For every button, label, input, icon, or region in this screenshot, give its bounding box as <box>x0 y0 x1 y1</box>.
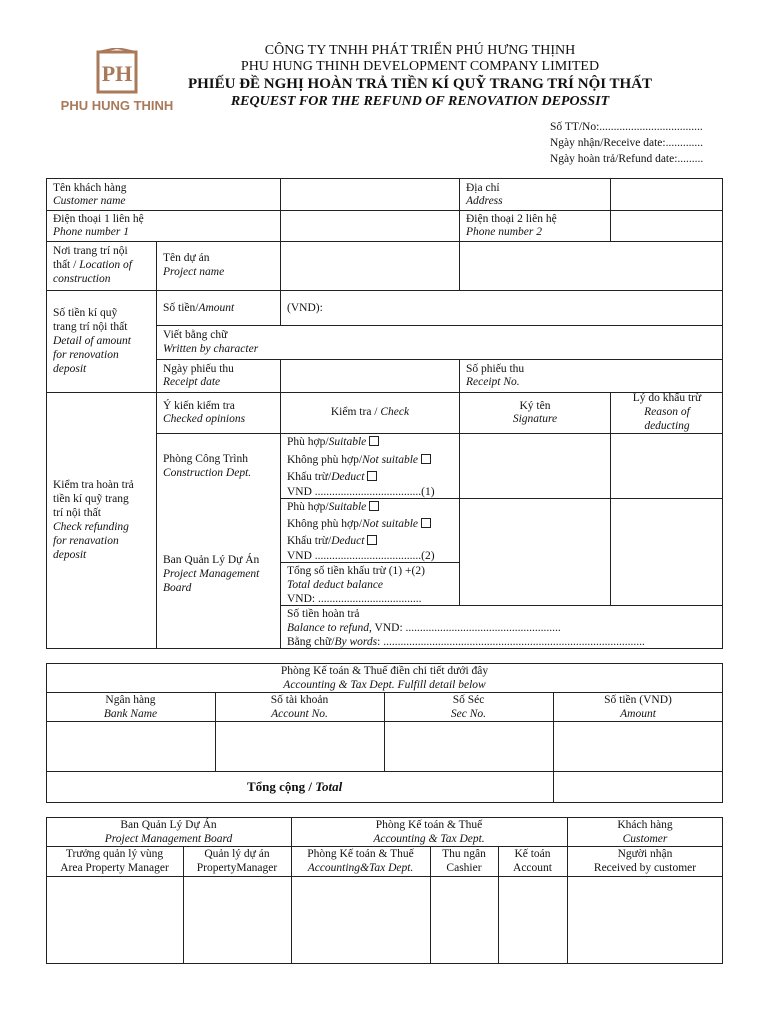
reason-header: Lý do khấu trừ <box>632 392 702 404</box>
phone1-label-en: Phone number 1 <box>53 226 130 238</box>
total-deduct-label: Tổng số tiền khấu trừ (1) +(2) <box>287 565 425 577</box>
refund-check-label-l3: trí nội thất <box>53 507 101 519</box>
customer-name-label: Tên khách hàng <box>53 182 127 194</box>
sig-area-manager: Trưởng quản lý vùng <box>65 848 164 860</box>
sig-customer-header-en: Customer <box>622 833 668 845</box>
sig-accounting-dept-field[interactable] <box>293 878 428 962</box>
amount-label: Số tiền/Amount <box>163 302 235 314</box>
sig-receiver: Người nhận <box>617 848 673 860</box>
sec-no-header: Số Séc <box>452 694 485 706</box>
checkbox-icon[interactable] <box>421 454 431 464</box>
address-label: Địa chỉ <box>466 182 500 194</box>
pmb-label-en2: Board <box>163 582 192 594</box>
sig-accounting-header-en: Accounting & Tax Dept. <box>373 833 485 845</box>
refund-by-words-field[interactable]: Bằng chữ/By words: ........................................................................................... <box>287 636 645 648</box>
reason-header-en: Reason of <box>644 406 690 418</box>
project-name-field[interactable] <box>282 243 457 288</box>
sig-cashier: Thu ngân <box>442 848 486 860</box>
phone1-label: Điện thoại 1 liên hệ <box>53 213 144 225</box>
sig-receiver-en: Received by customer <box>593 862 697 874</box>
location-label: Nơi trang trí nội <box>53 245 128 257</box>
receipt-no-label: Số phiếu thu <box>466 363 525 375</box>
sig-property-manager-en: PropertyManager <box>196 862 278 874</box>
company-logo <box>58 48 176 120</box>
checkbox-icon[interactable] <box>369 436 379 446</box>
form-title-en: REQUEST FOR THE REFUND OF RENOVATION DEPOSSIT <box>230 94 610 109</box>
phone2-label: Điện thoại 2 liên hệ <box>466 213 557 225</box>
total-label: Tổng cộng / Total <box>247 779 343 794</box>
phone1-field[interactable] <box>282 212 457 239</box>
bank-name-field[interactable] <box>48 723 213 769</box>
signature-header-en: Signature <box>512 413 558 425</box>
refund-check-label-l4: Check refunding <box>53 521 129 533</box>
signature-header: Ký tên <box>519 400 551 412</box>
receipt-date-label: Ngày phiếu thu <box>163 363 234 375</box>
pmb-deduct-option[interactable]: Khấu trừ/Deduct <box>287 534 377 548</box>
receipt-date-label-en: Receipt date <box>163 376 221 388</box>
construction-deduct-option[interactable]: Khấu trừ/Deduct <box>287 470 377 484</box>
accounting-header: Phòng Kế toán & Thuế điền chi tiết dưới đây <box>280 665 489 677</box>
company-name-en: PHU HUNG THINH DEVELOPMENT COMPANY LIMITED <box>240 59 600 74</box>
phone2-field[interactable] <box>612 212 721 239</box>
sig-receiver-field[interactable] <box>569 878 721 962</box>
bank-name-header-en: Bank Name <box>103 708 158 720</box>
checkbox-icon[interactable] <box>367 535 377 545</box>
deposit-label-l2: trang trí nội thất <box>53 321 128 333</box>
sec-no-header-en: Sec No. <box>450 708 487 720</box>
logo-brand-text: PHU HUNG THINH <box>60 98 174 113</box>
receipt-no-label-en: Receipt No. <box>466 376 520 388</box>
refund-check-label-l5: for renavation <box>53 535 119 547</box>
project-name-label: Tên dự án <box>163 252 210 264</box>
accounting-header-en: Accounting & Tax Dept. Fulfill detail below <box>283 679 486 691</box>
refund-check-label-l2: tiền kí quỹ trang <box>53 493 129 505</box>
sig-property-manager-field[interactable] <box>185 878 289 962</box>
refund-balance-label: Số tiền hoàn trả <box>287 608 360 620</box>
checkbox-icon[interactable] <box>369 501 379 511</box>
sig-pmb-header: Ban Quản Lý Dự Án <box>120 819 217 831</box>
deposit-label-l4: for renovation <box>53 349 119 361</box>
sig-accountant-en: Account <box>513 862 552 874</box>
project-name-label-en: Project name <box>163 266 225 278</box>
sig-area-manager-field[interactable] <box>48 878 181 962</box>
construction-suitable-option[interactable]: Phù hợp/Suitable <box>287 435 379 449</box>
amount-header-en: Amount <box>620 708 656 720</box>
logo-mark-text: PH <box>101 61 133 86</box>
checkbox-icon[interactable] <box>367 471 377 481</box>
sig-accountant: Kế toán <box>514 848 551 860</box>
sig-area-manager-en: Area Property Manager <box>60 862 169 874</box>
customer-name-label-en: Customer name <box>53 195 126 207</box>
amount-header: Số tiền (VND) <box>604 694 672 706</box>
phone2-label-en: Phone number 2 <box>466 226 543 238</box>
deposit-label-l5: deposit <box>53 363 87 375</box>
address-label-en: Address <box>466 195 503 207</box>
refund-check-label: Kiểm tra hoàn trả <box>53 479 134 491</box>
bank-name-header: Ngân hàng <box>105 694 156 706</box>
serial-no: Số TT/No:.................................... <box>550 121 703 133</box>
address-field[interactable] <box>612 180 721 208</box>
checkbox-icon[interactable] <box>421 518 431 528</box>
total-deduct-field[interactable]: VND: .................................... <box>287 593 422 605</box>
construction-vnd-field[interactable]: VND .....................................(1) <box>287 486 435 498</box>
location-label-l2: thất / Location of <box>53 259 132 271</box>
sig-cashier-field[interactable] <box>432 878 496 962</box>
written-label: Viết bằng chữ <box>163 329 228 341</box>
sig-cashier-en: Cashier <box>446 862 482 874</box>
construction-not-suitable-option[interactable]: Không phù hợp/Not suitable <box>287 453 431 467</box>
pmb-vnd-field[interactable]: VND .....................................(2) <box>287 550 435 562</box>
sig-accounting-dept: Phòng Kế toán & Thuế <box>307 848 414 860</box>
sig-accounting-header: Phòng Kế toán & Thuế <box>375 819 483 831</box>
form-title-vn: PHIẾU ĐỀ NGHỊ HOÀN TRẢ TIỀN KÍ QUỸ TRANG TRÍ NỘI THẤT <box>187 76 653 92</box>
company-name-vn: CÔNG TY TNHH PHÁT TRIỂN PHÚ HƯNG THỊNH <box>264 43 576 58</box>
account-no-field[interactable] <box>217 723 382 769</box>
deposit-label: Số tiền kí quỹ <box>53 307 118 319</box>
sig-accountant-field[interactable] <box>500 878 565 962</box>
sig-customer-header: Khách hàng <box>617 819 673 831</box>
amount-field[interactable] <box>555 723 721 769</box>
sig-property-manager: Quản lý dự án <box>204 848 270 860</box>
receipt-date-field[interactable] <box>282 361 457 390</box>
check-header: Kiểm tra / Check <box>330 406 410 418</box>
pmb-not-suitable-option[interactable]: Không phù hợp/Not suitable <box>287 517 431 531</box>
pmb-label: Ban Quản Lý Dự Án <box>163 554 260 566</box>
written-label-en: Written by character <box>163 343 259 355</box>
sec-no-field[interactable] <box>386 723 551 769</box>
construction-dept-label: Phòng Công Trình <box>163 453 249 465</box>
location-label-l3: construction <box>53 273 111 285</box>
total-deduct-label-en: Total deduct balance <box>287 579 384 591</box>
account-no-header-en: Account No. <box>271 708 328 720</box>
customer-name-field[interactable] <box>282 180 457 208</box>
receipt-no-field[interactable] <box>612 361 721 390</box>
construction-dept-label-en: Construction Dept. <box>163 467 252 479</box>
pmb-suitable-option[interactable]: Phù hợp/Suitable <box>287 500 379 514</box>
sig-pmb-header-en: Project Management Board <box>104 833 233 845</box>
opinion-header: Ý kiến kiểm tra <box>163 400 235 412</box>
refund-check-label-l6: deposit <box>53 549 87 561</box>
written-field[interactable] <box>282 327 721 357</box>
account-no-header: Số tài khoản <box>270 694 329 706</box>
reason-header-en2: deducting <box>644 420 690 432</box>
sig-accounting-dept-en: Accounting&Tax Dept. <box>307 862 414 874</box>
refund-date: Ngày hoàn trả/Refund date:......... <box>550 153 704 165</box>
amount-vnd-field[interactable]: (VND): <box>287 302 323 314</box>
refund-balance-field[interactable]: Balance to refund, VND: ...................................................... <box>287 622 561 634</box>
receive-date: Ngày nhận/Receive date:............. <box>550 137 703 149</box>
deposit-label-l3: Detail of amount <box>53 335 131 347</box>
opinion-header-en: Checked opinions <box>163 413 246 425</box>
total-amount-field[interactable] <box>555 773 721 801</box>
pmb-label-en: Project Management <box>163 568 260 580</box>
